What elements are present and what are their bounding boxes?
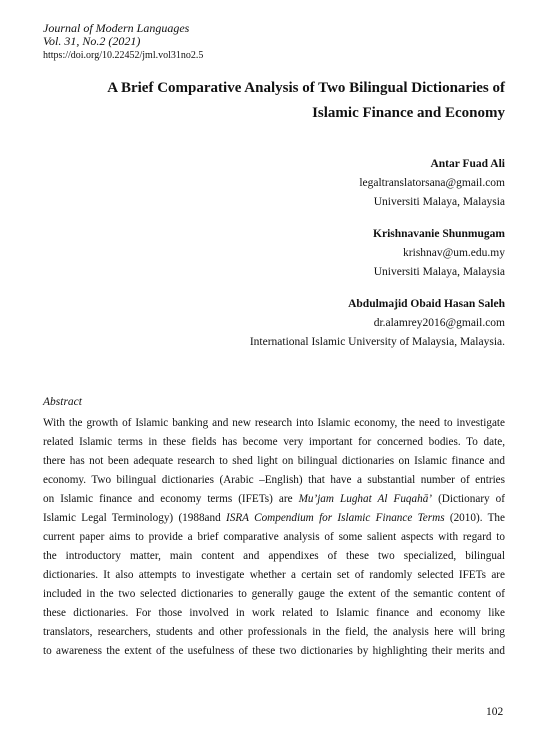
abstract-line: to awareness the extent of the usefulness of these two dictionaries by highlighting their merits and [43,645,505,657]
author-email[interactable]: dr.alamrey2016@gmail.com [373,317,505,329]
author-affiliation: International Islamic University of Malaysia, Malaysia. [249,336,505,348]
paper-title-line-1: A Brief Comparative Analysis of Two Bilingual Dictionaries of [107,80,505,96]
author-list [145,155,505,365]
journal-volume: Vol. 31, No.2 (2021) [43,34,141,48]
abstract-line: dictionaries. It also attempts to investigate whether a certain set of randomly selected IFETs are [43,569,505,581]
author-name: Krishnavanie Shunmugam [373,228,505,240]
author-block [145,225,505,282]
abstract-line: on Islamic finance and economy terms (IFETs) are Mu’jam Lughat Al Fuqahā’ (Dictionary of [43,493,505,505]
author-block [145,295,505,352]
abstract-line: these dictionaries. For those involved in work related to Islamic finance and economy like [43,607,505,619]
page-number: 102 [486,706,504,718]
paper-title-line-2: Islamic Finance and Economy [312,105,505,121]
abstract-heading: Abstract [43,396,82,408]
author-block [145,155,505,212]
journal-name: Journal of Modern Languages [43,21,190,35]
author-name: Abdulmajid Obaid Hasan Saleh [348,298,505,310]
abstract-line: the introductory matter, main content and appendixes of these two specialized, bilingual [43,550,505,562]
abstract-line: related Islamic terms in these fields has become very important for concerned bodies. To date, [43,436,505,448]
abstract-line: Islamic Legal Terminology) (1988and ISRA Compendium for Islamic Finance Terms (2010). The [43,512,505,524]
abstract-line: economy. Two bilingual dictionaries (Arabic –English) that have a substantial number of entries [43,474,505,486]
journal-header [43,22,189,48]
author-email[interactable]: legaltranslatorsana@gmail.com [359,177,505,189]
abstract-line: translators, researchers, students and other professionals in the field, the analysis here will bring [43,626,505,638]
author-affiliation: Universiti Malaya, Malaysia [373,266,505,278]
author-email[interactable]: krishnav@um.edu.my [403,247,505,259]
abstract-line: there has not been adequate research to shed light on bilingual dictionaries on Islamic finance and [43,455,505,467]
author-name: Antar Fuad Ali [430,158,505,170]
abstract-line: included in the two selected dictionaries to generally gauge the extent of the semantic content of [43,588,505,600]
abstract-line: current paper aims to provide a brief comparative analysis of some salient aspects with regard to [43,531,505,543]
doi-link[interactable]: https://doi.org/10.22452/jml.vol31no2.5 [43,50,204,61]
author-affiliation: Universiti Malaya, Malaysia [373,196,505,208]
abstract-body [43,414,505,661]
abstract-line: With the growth of Islamic banking and new research into Islamic economy, the need to investigate [43,417,505,429]
